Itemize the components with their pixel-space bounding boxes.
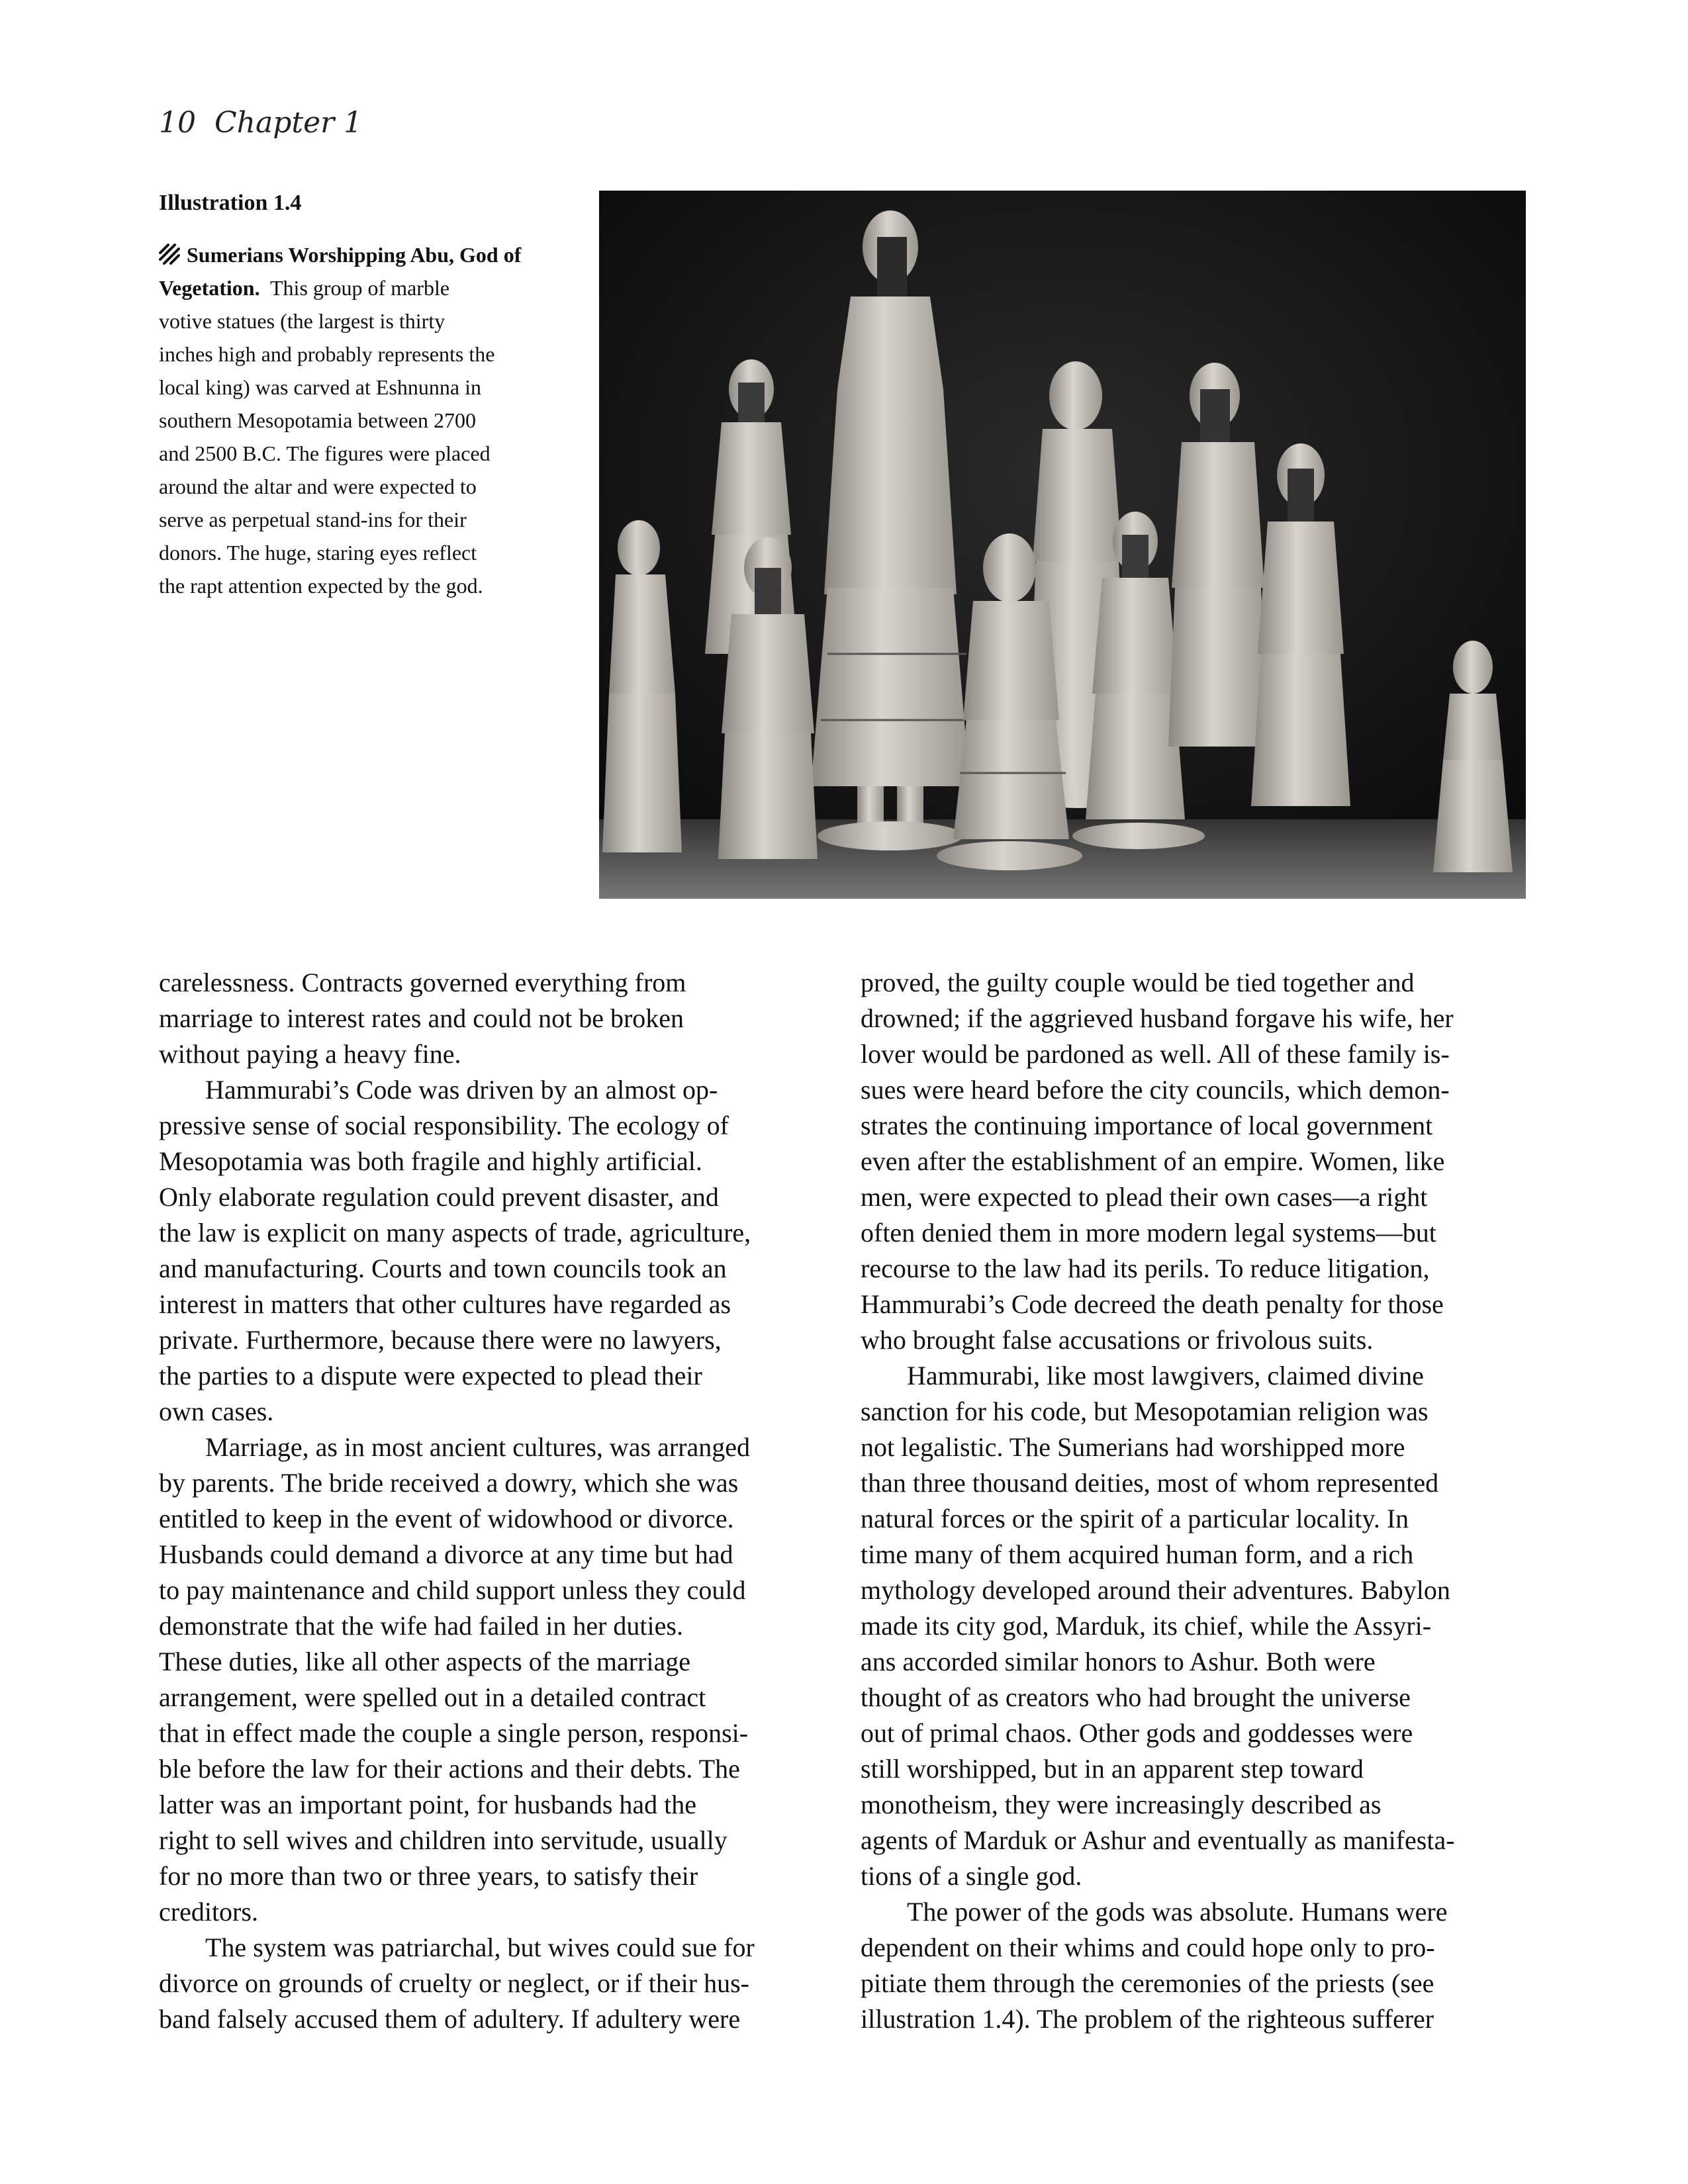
text-line: thought of as creators who had brought the universe <box>861 1682 1411 1712</box>
text-line: Hammurabi’s Code decreed the death penalty for those <box>861 1289 1444 1319</box>
text-line: that in effect made the couple a single person, responsi- <box>159 1718 749 1748</box>
text-line: illustration 1.4). The problem of the righteous sufferer <box>861 2004 1434 2034</box>
text-line: Only elaborate regulation could prevent disaster, and <box>159 1182 719 1212</box>
text-line: mythology developed around their adventures. Babylon <box>861 1575 1450 1605</box>
caption-line: inches high and probably represents the <box>159 342 495 366</box>
text-line: often denied them in more modern legal systems—but <box>861 1218 1436 1248</box>
text-line: right to sell wives and children into servitude, usually <box>159 1825 727 1855</box>
text-line: private. Furthermore, because there were no lawyers, <box>159 1325 722 1355</box>
text-line: to pay maintenance and child support unless they could <box>159 1575 746 1605</box>
text-line: Hammurabi’s Code was driven by an almost op- <box>205 1075 718 1105</box>
text-line: band falsely accused them of adultery. If adultery were <box>159 2004 741 2034</box>
text-line: proved, the guilty couple would be tied together and <box>861 968 1415 997</box>
text-line: marriage to interest rates and could not be broken <box>159 1003 684 1033</box>
text-line: carelessness. Contracts governed everything from <box>159 968 686 997</box>
text-line: interest in matters that other cultures have regarded as <box>159 1289 731 1319</box>
text-line: These duties, like all other aspects of the marriage <box>159 1647 691 1676</box>
illustration-caption <box>159 238 563 602</box>
text-line: strates the continuing importance of local government <box>861 1111 1433 1140</box>
votive-statues-photo <box>599 191 1526 899</box>
text-line: sues were heard before the city councils, which demon- <box>861 1075 1450 1105</box>
text-line: even after the establishment of an empire. Women, like <box>861 1146 1445 1176</box>
text-line: demonstrate that the wife had failed in her duties. <box>159 1611 683 1641</box>
text-line: than three thousand deities, most of whom represented <box>861 1468 1439 1498</box>
text-line: and manufacturing. Courts and town councils took an <box>159 1253 727 1283</box>
text-line: men, were expected to plead their own cases—a right <box>861 1182 1428 1212</box>
text-line: dependent on their whims and could hope only to pro- <box>861 1933 1435 1962</box>
text-line: creditors. <box>159 1897 258 1927</box>
text-line: tions of a single god. <box>861 1861 1082 1891</box>
text-line: not legalistic. The Sumerians had worshipped more <box>861 1432 1405 1462</box>
text-line: entitled to keep in the event of widowhood or divorce. <box>159 1504 734 1533</box>
caption-line: the rapt attention expected by the god. <box>159 574 483 598</box>
caption-line: local king) was carved at Eshnunna in <box>159 375 481 399</box>
text-line: pitiate them through the ceremonies of the priests (see <box>861 1968 1434 1998</box>
text-line: Hammurabi, like most lawgivers, claimed divine <box>907 1361 1424 1390</box>
text-line: drowned; if the aggrieved husband forgave his wife, her <box>861 1003 1454 1033</box>
text-line: out of primal chaos. Other gods and goddesses were <box>861 1718 1413 1748</box>
text-line: The system was patriarchal, but wives could sue for <box>205 1933 755 1962</box>
text-line: ans accorded similar honors to Ashur. Both were <box>861 1647 1376 1676</box>
text-line: who brought false accusations or frivolous suits. <box>861 1325 1374 1355</box>
text-line: ble before the law for their actions and their debts. The <box>159 1754 740 1784</box>
text-line: Marriage, as in most ancient cultures, was arranged <box>205 1432 751 1462</box>
right-column <box>861 965 1529 2037</box>
text-line: by parents. The bride received a dowry, which she was <box>159 1468 739 1498</box>
running-header <box>159 106 362 140</box>
text-line: natural forces or the spirit of a particular locality. In <box>861 1504 1409 1533</box>
hatch-icon <box>159 244 180 265</box>
text-line: the law is explicit on many aspects of trade, agriculture, <box>159 1218 751 1248</box>
text-line: The power of the gods was absolute. Humans were <box>907 1897 1448 1927</box>
text-line: monotheism, they were increasingly described as <box>861 1790 1382 1819</box>
caption-line: donors. The huge, staring eyes reflect <box>159 541 477 565</box>
text-line: pressive sense of social responsibility. The ecology of <box>159 1111 729 1140</box>
illustration-label: Illustration 1.4 <box>159 191 302 215</box>
text-line: Husbands could demand a divorce at any time but had <box>159 1539 733 1569</box>
page-number: 10 <box>159 106 196 140</box>
caption-line: and 2500 B.C. The figures were placed <box>159 441 491 465</box>
text-line: still worshipped, but in an apparent step toward <box>861 1754 1364 1784</box>
text-line: the parties to a dispute were expected to plead their <box>159 1361 702 1390</box>
text-line: for no more than two or three years, to satisfy their <box>159 1861 698 1891</box>
left-column <box>159 965 827 2037</box>
text-line: time many of them acquired human form, and a rich <box>861 1539 1414 1569</box>
text-line: latter was an important point, for husbands had the <box>159 1790 697 1819</box>
caption-line: around the altar and were expected to <box>159 475 477 498</box>
text-line: arrangement, were spelled out in a detailed contract <box>159 1682 706 1712</box>
caption-line: votive statues (the largest is thirty <box>159 309 445 333</box>
caption-line: This group of marble <box>270 276 450 300</box>
caption-line: southern Mesopotamia between 2700 <box>159 408 476 432</box>
text-line: recourse to the law had its perils. To reduce litigation, <box>861 1253 1430 1283</box>
caption-line: serve as perpetual stand-ins for their <box>159 508 467 531</box>
text-line: Mesopotamia was both fragile and highly artificial. <box>159 1146 702 1176</box>
text-line: own cases. <box>159 1396 274 1426</box>
chapter-title: Chapter 1 <box>214 106 363 140</box>
text-line: lover would be pardoned as well. All of these family is- <box>861 1039 1450 1069</box>
caption-title: Sumerians Worshipping Abu, God of Vegetation. <box>159 243 522 300</box>
text-line: without paying a heavy fine. <box>159 1039 461 1069</box>
text-line: sanction for his code, but Mesopotamian religion was <box>861 1396 1429 1426</box>
text-line: divorce on grounds of cruelty or neglect, or if their hus- <box>159 1968 749 1998</box>
text-line: made its city god, Marduk, its chief, while the Assyri- <box>861 1611 1432 1641</box>
text-line: agents of Marduk or Ashur and eventually as manifesta- <box>861 1825 1455 1855</box>
